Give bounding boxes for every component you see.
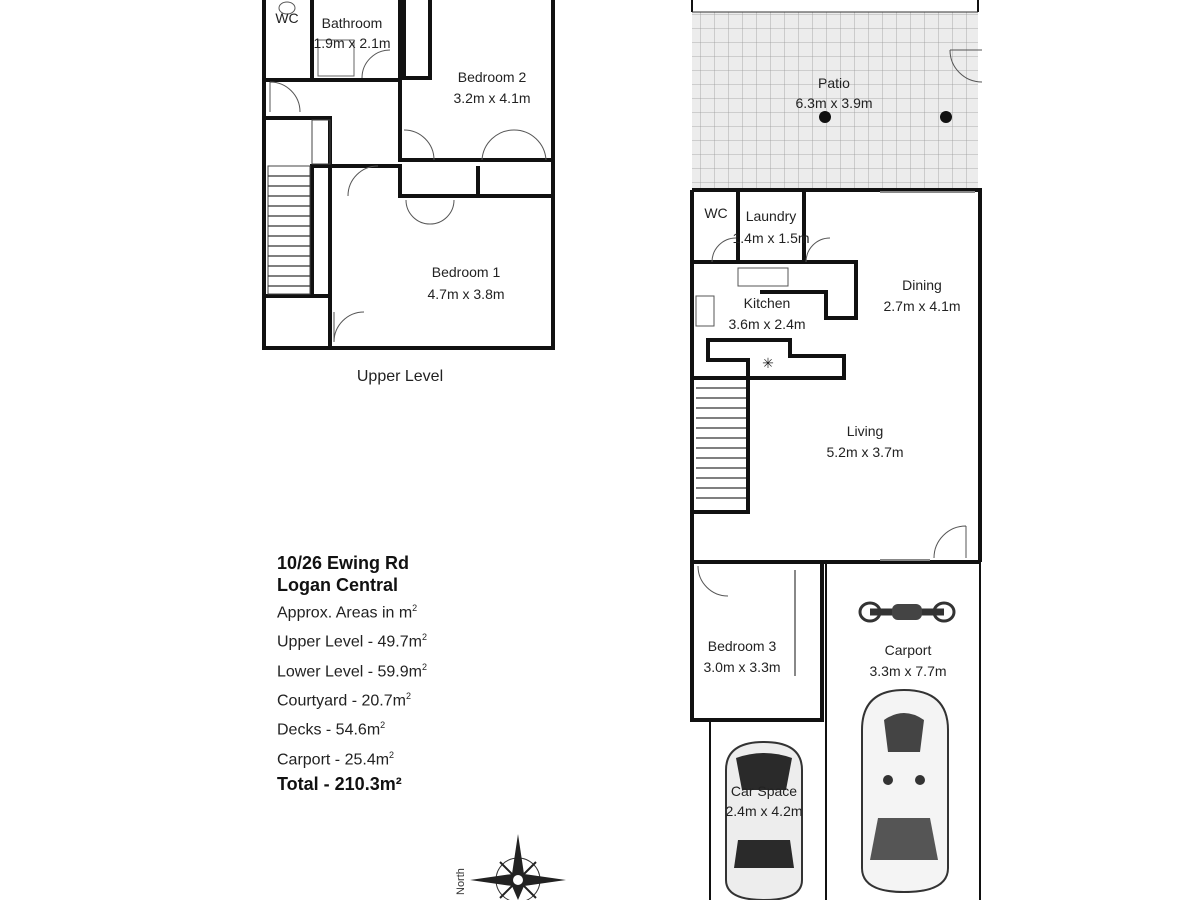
carport-label: Carport — [884, 642, 932, 658]
bathroom-size: 1.9m x 2.1m — [313, 35, 391, 51]
car-space-car-icon — [726, 742, 802, 900]
decks-area: Decks - $54.6m^2$ — [277, 720, 386, 739]
upper-stairs — [268, 120, 330, 294]
wc-lower-label: WC — [704, 205, 728, 221]
bedroom1-size: 4.7m x 3.8m — [427, 286, 505, 302]
approx-areas-row: Approx. Areas in $m^2$ — [277, 603, 418, 622]
compass-icon — [470, 834, 566, 900]
car-space-size: 2.4m x 4.2m — [725, 803, 803, 819]
laundry-label: Laundry — [745, 208, 797, 224]
upper-level-area: Upper Level - $49.7m^2$ — [277, 632, 427, 651]
carport-area: Carport - $25.4m^2$ — [277, 749, 395, 768]
address-line-2: Logan Central — [277, 575, 399, 595]
bedroom3-label: Bedroom 3 — [707, 638, 777, 654]
lower-stairs — [692, 378, 748, 512]
laundry-size: 1.4m x 1.5m — [732, 230, 810, 246]
patio-size: 6.3m x 3.9m — [795, 95, 873, 111]
carport-size: 3.3m x 7.7m — [869, 663, 947, 679]
kitchen-label: Kitchen — [743, 295, 791, 311]
patio-post-left — [819, 111, 831, 123]
bedroom1-label: Bedroom 1 — [431, 264, 501, 280]
motorbike-icon — [860, 603, 954, 621]
car-space-label: Car Space — [730, 783, 798, 799]
living-label: Living — [846, 423, 884, 439]
area-legend — [277, 552, 537, 796]
patio-post-right — [940, 111, 952, 123]
upper-level-label: Upper Level — [356, 368, 444, 385]
bedroom2-label: Bedroom 2 — [457, 69, 527, 85]
cooktop-icon: ✳ — [762, 355, 774, 371]
dining-label: Dining — [902, 277, 942, 293]
courtyard-area: Courtyard - $20.7m^2$ — [277, 690, 411, 710]
kitchen-size: 3.6m x 2.4m — [728, 316, 806, 332]
bathroom-label: Bathroom — [321, 15, 383, 31]
car-carport-icon — [862, 690, 948, 892]
living-size: 5.2m x 3.7m — [826, 444, 904, 460]
dining-size: 2.7m x 4.1m — [883, 298, 961, 314]
sink-icon — [738, 268, 788, 286]
wc-upper-label: WC — [275, 10, 299, 26]
lower-level-area: Lower Level - $59.9m^2$ — [277, 661, 427, 680]
address-line-1: 10/26 Ewing Rd — [277, 553, 410, 573]
bedroom3-size: 3.0m x 3.3m — [703, 659, 781, 675]
patio-label: Patio — [818, 75, 850, 91]
upper-level-plan — [264, 0, 553, 348]
lower-level-plan — [692, 0, 982, 900]
total-area: Total - 210.3m² — [277, 773, 402, 794]
bedroom2-size: 3.2m x 4.1m — [453, 90, 531, 106]
stove-icon — [696, 296, 714, 326]
compass-north-label: North — [455, 868, 467, 895]
